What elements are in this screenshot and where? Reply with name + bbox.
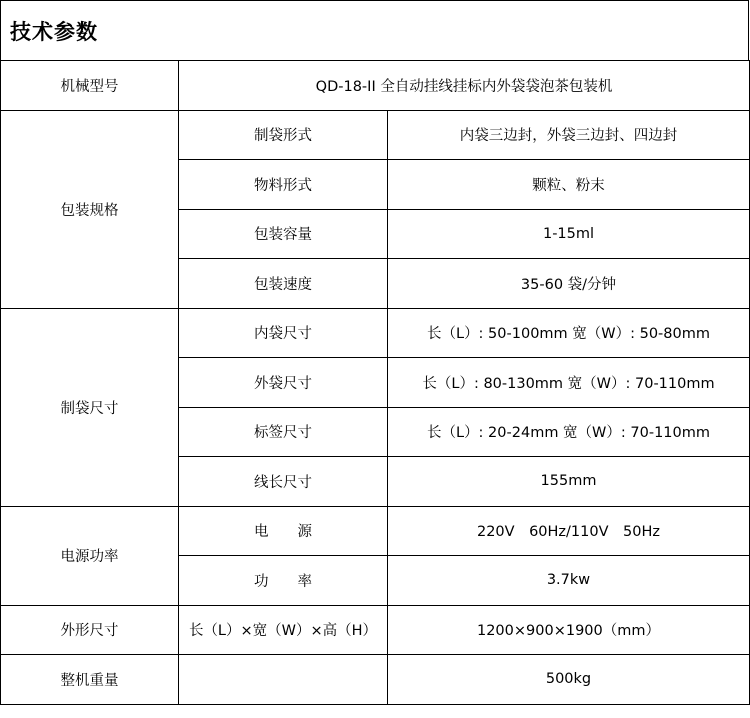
table-row-model	[1, 61, 750, 111]
param-value: 155mm	[388, 457, 750, 507]
model-value: QD-18-II 全自动挂线挂标内外袋袋泡茶包装机	[179, 61, 750, 111]
param-label: 制袋形式	[179, 110, 388, 160]
row-label-dimensions: 外形尺寸	[1, 605, 179, 655]
table-row	[1, 308, 750, 358]
table-row-weight	[1, 655, 750, 705]
param-label: 长（L）×宽（W）×高（H）	[179, 605, 388, 655]
param-label: 外袋尺寸	[179, 358, 388, 408]
param-label	[179, 655, 388, 705]
param-label: 包装速度	[179, 259, 388, 309]
table-row	[1, 110, 750, 160]
param-value: 长（L）: 80-130mm 宽（W）: 70-110mm	[388, 358, 750, 408]
param-value: 1-15ml	[388, 209, 750, 259]
param-value: 长（L）: 50-100mm 宽（W）: 50-80mm	[388, 308, 750, 358]
param-label: 物料形式	[179, 160, 388, 210]
param-label: 标签尺寸	[179, 407, 388, 457]
row-label-model: 机械型号	[1, 61, 179, 111]
param-value: 220V 60Hz/110V 50Hz	[388, 506, 750, 556]
param-value: 1200×900×1900（mm）	[388, 605, 750, 655]
param-value: 长（L）: 20-24mm 宽（W）: 70-110mm	[388, 407, 750, 457]
page-title: 技术参数	[0, 0, 749, 60]
param-label: 内袋尺寸	[179, 308, 388, 358]
group-label-power: 电源功率	[1, 506, 179, 605]
param-value: 500kg	[388, 655, 750, 705]
param-value: 35-60 袋/分钟	[388, 259, 750, 309]
table-row-dimensions	[1, 605, 750, 655]
row-label-weight: 整机重量	[1, 655, 179, 705]
table-row	[1, 506, 750, 556]
param-label: 线长尺寸	[179, 457, 388, 507]
param-label: 电 源	[179, 506, 388, 556]
param-label: 包装容量	[179, 209, 388, 259]
param-label: 功 率	[179, 556, 388, 606]
param-value: 内袋三边封，外袋三边封、四边封	[388, 110, 750, 160]
spec-table	[0, 60, 750, 705]
group-label-bag-size: 制袋尺寸	[1, 308, 179, 506]
param-value: 3.7kw	[388, 556, 750, 606]
param-value: 颗粒、粉末	[388, 160, 750, 210]
group-label-packing: 包装规格	[1, 110, 179, 308]
